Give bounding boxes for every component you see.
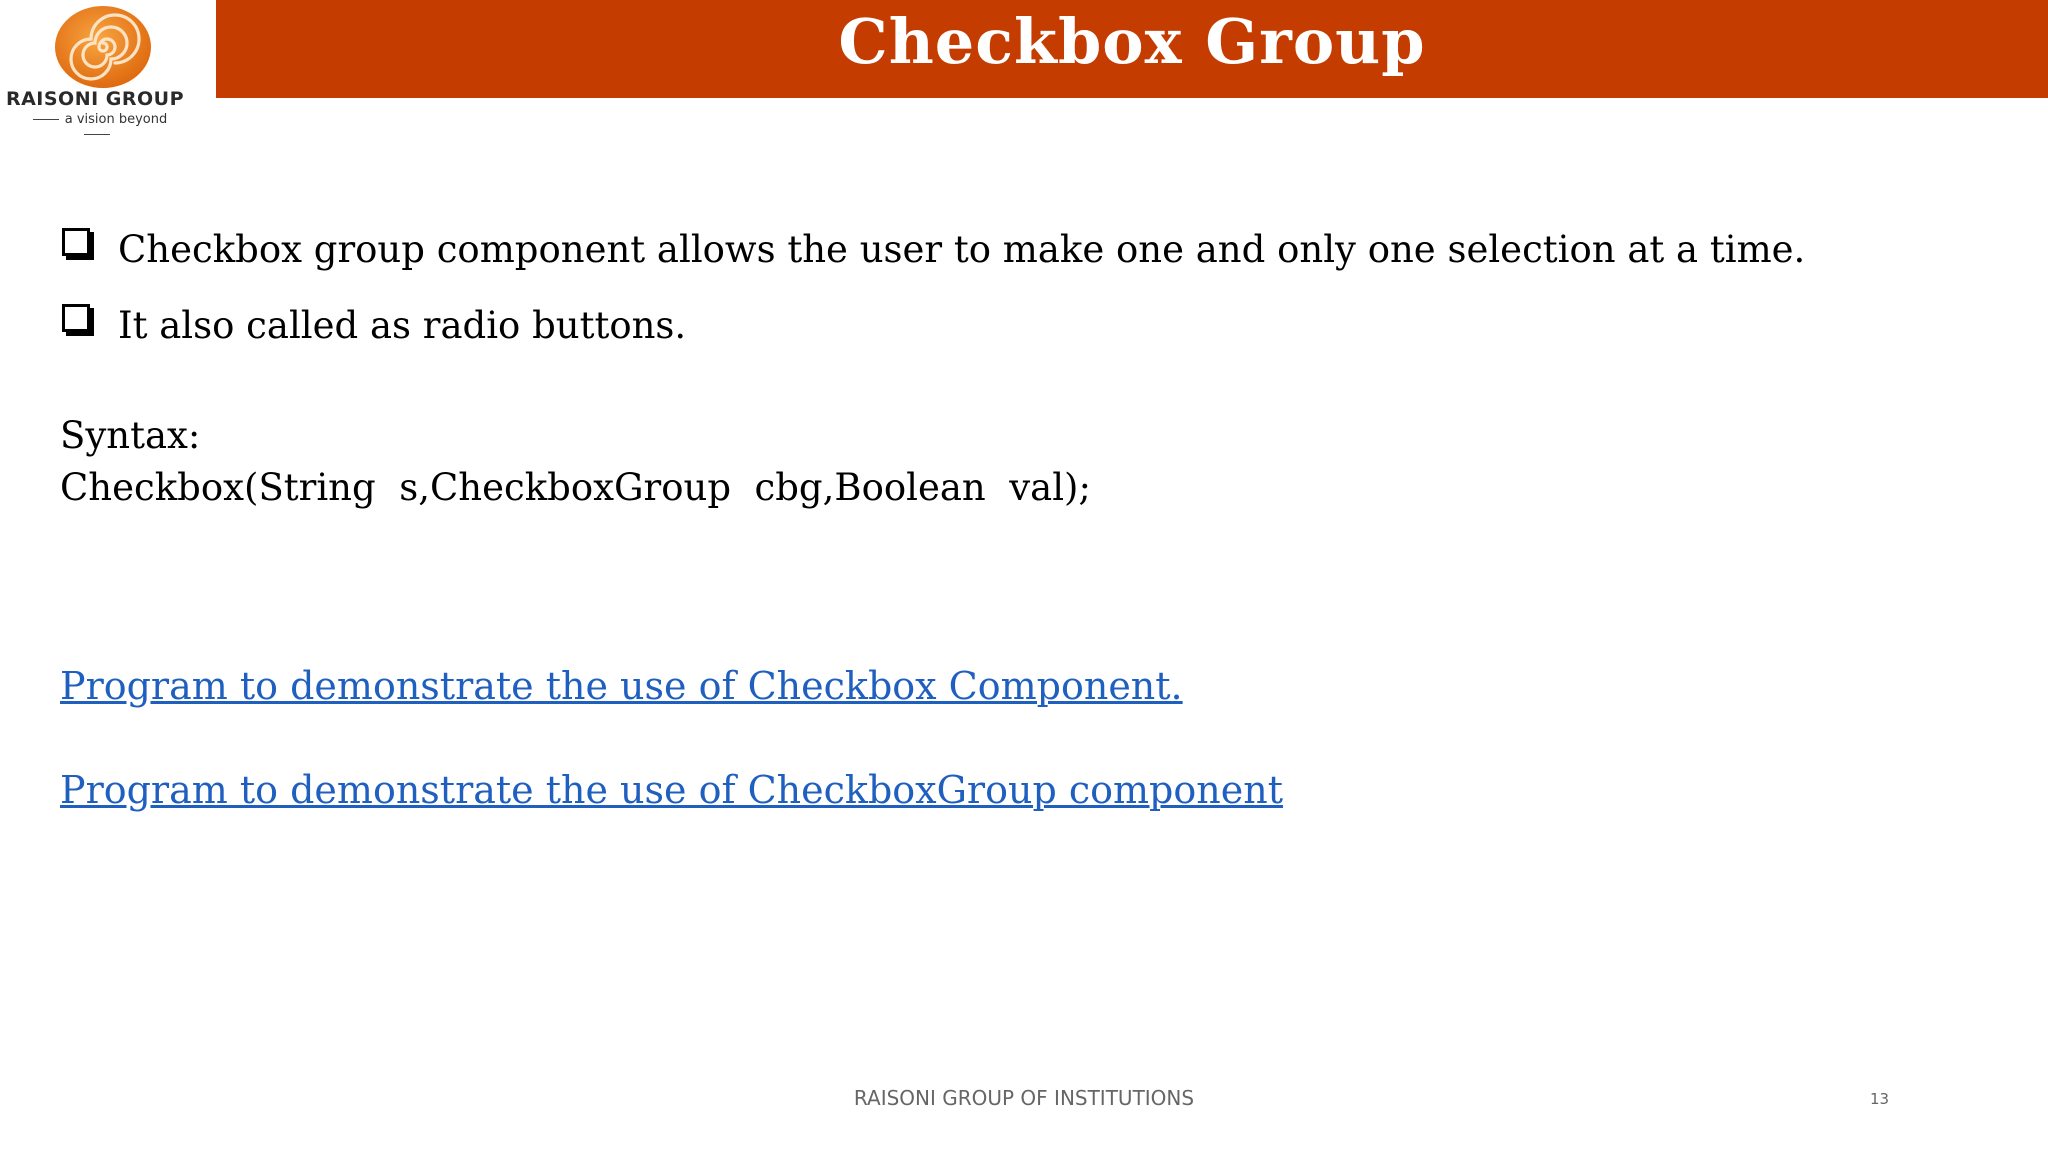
bullet-list xyxy=(60,222,1805,374)
checkbox-bullet-icon xyxy=(62,228,90,256)
checkbox-bullet-icon xyxy=(62,304,90,332)
spiral-logo-icon xyxy=(52,4,154,90)
checkboxgroup-program-link[interactable]: Program to demonstrate the use of CheckboxGroup component xyxy=(60,768,1283,812)
logo-name: RAISONI GROUP xyxy=(5,88,185,110)
bullet-item xyxy=(60,298,1805,374)
bullet-text: It also called as radio buttons. xyxy=(118,304,687,347)
syntax-code: Checkbox(String s,CheckboxGroup cbg,Boolean val); xyxy=(60,466,1091,509)
page-number: 13 xyxy=(1870,1090,1890,1108)
syntax-label: Syntax: xyxy=(60,414,201,457)
bullet-text: Checkbox group component allows the user to make one and only one selection at a time. xyxy=(118,228,1806,271)
syntax-block xyxy=(60,410,1091,514)
checkbox-program-link[interactable]: Program to demonstrate the use of Checkbox Component. xyxy=(60,664,1183,708)
slide-title: Checkbox Group xyxy=(838,5,1426,78)
logo-tagline: a vision beyond xyxy=(8,112,186,142)
raisoni-logo xyxy=(0,0,214,132)
bullet-item xyxy=(60,222,1805,298)
footer-text: RAISONI GROUP OF INSTITUTIONS xyxy=(853,1086,1195,1110)
